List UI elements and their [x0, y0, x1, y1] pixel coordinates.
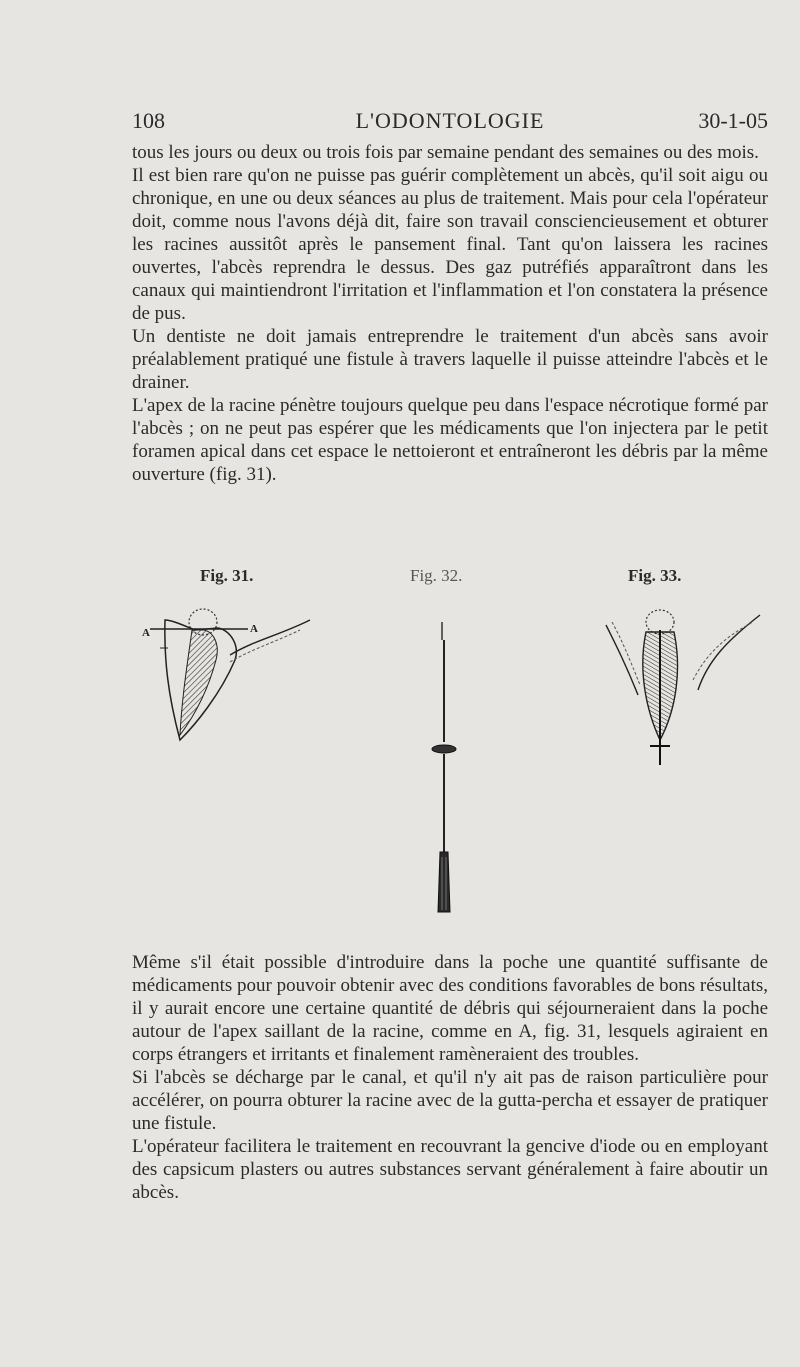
- figure-31-label: Fig. 31.: [200, 566, 254, 585]
- figure-33-illustration: [598, 600, 768, 770]
- paragraph: L'opérateur facilitera le traitement en recouvrant la gencive d'iode ou en employant des capsicum plasters ou autres substances servant généralement à faire aboutir un abcès.: [132, 1136, 768, 1203]
- figure-32-illustration: [420, 612, 470, 917]
- body-text-top: [132, 141, 768, 486]
- paragraph: Il est bien rare qu'on ne puisse pas guérir complètement un abcès, qu'il soit aigu ou chronique, en une ou deux séances au plus de traitement. Mais pour cela l'opérateur doit, comme nous l'avons déjà dit, faire son travail consciencieusement et obturer les racines aussitôt après le pansement final. Tant qu'on laissera les racines ouvertes, l'abcès reprendra le dessus. Des gaz putréfiés apparaîtront dans les canaux qui maintiendront l'irritation et l'inflammation et l'on constatera la présence de pus.: [132, 165, 768, 324]
- running-header: [132, 108, 768, 138]
- tooth-treatment-drawing: [598, 600, 768, 770]
- paragraph: Si l'abcès se décharge par le canal, et qu'il n'y ait pas de raison particulière pour accélérer, on pourra obturer la racine avec de la gutta-percha et essayer de pratiquer une fistule.: [132, 1067, 768, 1134]
- body-text-bottom: [132, 951, 768, 1204]
- paragraph: tous les jours ou deux ou trois fois par semaine pendant des semaines ou des mois.: [132, 142, 759, 163]
- instrument-drawing: [420, 612, 470, 917]
- paragraph: Même s'il était possible d'introduire dans la poche une quantité suffisante de médicaments pour pouvoir obtenir avec des conditions favorables de bons résultats, il y aurait encore une certaine quantité de débris qui séjourneraient dans la poche autour de l'apex saillant de la racine, comme en A, fig. 31, lesquels agiraient en corps étrangers et irritants et finalement ramèneraient des troubles.: [132, 952, 768, 1065]
- paragraph: Un dentiste ne doit jamais entreprendre le traitement d'un abcès sans avoir préalablement pratiqué une fistule à travers laquelle il puisse atteindre l'abcès et le drainer.: [132, 326, 768, 393]
- marker-a-left: A: [142, 627, 150, 639]
- figure-31-illustration: [140, 600, 315, 750]
- issue-date: 30-1-05: [698, 108, 768, 133]
- tooth-abscess-drawing: [140, 600, 315, 750]
- figure-33-label: Fig. 33.: [628, 566, 682, 585]
- journal-title: L'ODONTOLOGIE: [355, 108, 545, 133]
- paragraph: L'apex de la racine pénètre toujours quelque peu dans l'espace nécrotique formé par l'abcès ; on ne peut pas espérer que les médicaments que l'on injectera par le petit foramen apical dans cet espace le nettoieront et entraîneront les débris par la même ouverture (fig. 31).: [132, 395, 768, 485]
- page-number: 108: [132, 108, 165, 133]
- figure-32-label: Fig. 32.: [410, 566, 463, 585]
- marker-a-right: A: [250, 623, 258, 635]
